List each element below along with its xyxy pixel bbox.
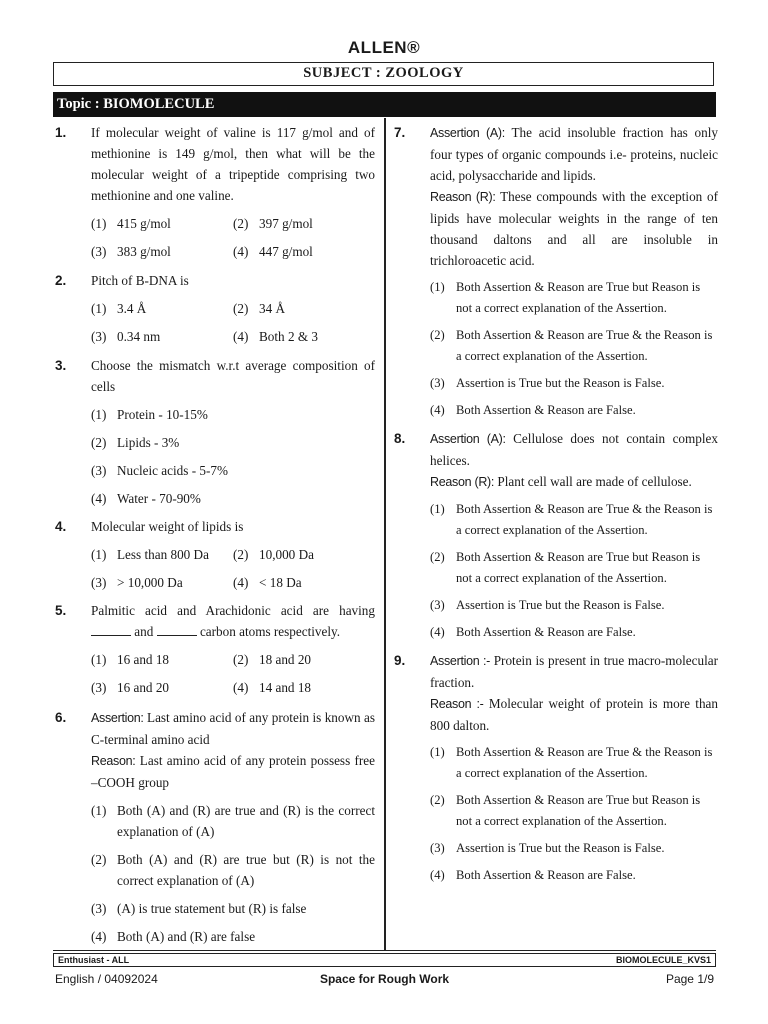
topic-banner: Topic : BIOMOLECULE — [53, 92, 716, 117]
question-4 — [55, 516, 375, 593]
assertion-label: Assertion :- — [430, 654, 491, 668]
column-divider — [384, 118, 386, 950]
question-text: Palmitic acid and Arachidonic acid are having and carbon atoms respectively. — [91, 603, 375, 639]
assertion-label: Assertion: — [91, 711, 144, 725]
option[interactable]: (3) Assertion is True but the Reason is False. — [430, 841, 665, 855]
reason-label: Reason (R): — [430, 475, 495, 489]
options — [91, 213, 375, 262]
question-number: 6. — [55, 710, 67, 725]
question-6 — [55, 707, 375, 947]
assertion-label: Assertion (A): — [430, 432, 506, 446]
options — [91, 544, 375, 593]
question-number: 2. — [55, 273, 67, 288]
question-number: 7. — [394, 125, 406, 140]
left-column — [55, 122, 375, 947]
option[interactable]: (4) Both 2 & 3 — [233, 329, 318, 344]
options — [91, 649, 375, 698]
question-number: 1. — [55, 125, 67, 140]
question-text: Pitch of B-DNA is — [91, 273, 189, 288]
reason-text: Reason :- Molecular weight of protein is more than 800 dalton. — [430, 696, 719, 733]
option[interactable]: (2) Lipids - 3% — [91, 435, 180, 450]
option[interactable]: (2) Both (A) and (R) are true but (R) is not the correct explanation of (A) — [91, 852, 375, 888]
option[interactable]: (2) 397 g/mol — [233, 216, 313, 231]
reason-text: Reason (R): These compounds with the exception of lipids have molecular weights in the range of ten thousand daltons and all are insoluble in trichloroacetic acid. — [430, 189, 718, 268]
option[interactable]: (2) Both Assertion & Reason are True & the Reason is a correct explanation of the Assertion. — [430, 328, 713, 363]
option[interactable]: (3) Assertion is True but the Reason is False. — [430, 376, 665, 390]
assertion-text: Assertion: Last amino acid of any protein is known as C-terminal amino acid — [91, 710, 375, 747]
option[interactable]: (1) Both Assertion & Reason are True & the Reason is a correct explanation of the Assertion. — [430, 745, 713, 780]
option[interactable]: (3) Nucleic acids - 5-7% — [91, 463, 228, 478]
option[interactable]: (2) 34 Å — [233, 301, 286, 316]
option[interactable]: (1) Less than 800 Da — [91, 547, 209, 562]
question-5 — [55, 600, 375, 698]
assertion-text: Assertion :- Protein is present in true macro-molecular fraction. — [430, 653, 718, 690]
option[interactable]: (2) 10,000 Da — [233, 547, 314, 562]
reason-text: Reason: Last amino acid of any protein possess free –COOH group — [91, 753, 375, 790]
reason-label: Reason :- — [430, 697, 484, 711]
language-date: English / 04092024 — [55, 972, 158, 986]
option[interactable]: (1) 16 and 18 — [91, 652, 170, 667]
reason-label: Reason: — [91, 754, 136, 768]
option[interactable]: (2) Both Assertion & Reason are True but Reason is not a correct explanation of the Assertion. — [430, 550, 701, 585]
fill-blank — [157, 623, 197, 636]
option[interactable]: (1) 415 g/mol — [91, 216, 171, 231]
question-number: 8. — [394, 431, 406, 446]
options — [430, 742, 718, 886]
options — [430, 277, 718, 421]
option[interactable]: (3) > 10,000 Da — [91, 575, 183, 590]
options — [430, 499, 718, 643]
option[interactable]: (3) 383 g/mol — [91, 244, 171, 259]
options — [91, 404, 375, 509]
right-column — [394, 122, 718, 886]
question-text: Choose the mismatch w.r.t average composition of cells — [91, 358, 375, 394]
footer-rule — [53, 950, 716, 951]
option[interactable]: (1) Protein - 10-15% — [91, 407, 208, 422]
brand-logo: ALLEN® — [347, 38, 421, 57]
option[interactable]: (1) 3.4 Å — [91, 301, 147, 316]
option[interactable]: (1) Both (A) and (R) are true and (R) is the correct explanation of (A) — [91, 803, 375, 839]
question-8 — [394, 428, 718, 643]
paper-code: BIOMOLECULE_KVS1 — [615, 955, 711, 965]
footer-bar — [53, 953, 716, 967]
option[interactable]: (4) 14 and 18 — [233, 680, 312, 695]
question-text: If molecular weight of valine is 117 g/mol and of methionine is 149 g/mol, then what will be the molecular weight of a tripeptide comprising two methionine and one valine. — [91, 125, 375, 203]
option[interactable]: (3) 16 and 20 — [91, 680, 170, 695]
question-number: 9. — [394, 653, 406, 668]
assertion-text: Assertion (A): Cellulose does not contain complex helices. — [430, 431, 718, 468]
option[interactable]: (4) Water - 70-90% — [91, 491, 201, 506]
batch-label: Enthusiast - ALL — [58, 955, 130, 965]
option[interactable]: (4) Both (A) and (R) are false — [91, 929, 256, 944]
page-number: Page 1/9 — [665, 972, 714, 986]
question-9 — [394, 650, 718, 886]
option[interactable]: (1) Both Assertion & Reason are True & the Reason is a correct explanation of the Assertion. — [430, 502, 713, 537]
question-number: 3. — [55, 358, 67, 373]
option[interactable]: (4) < 18 Da — [233, 575, 302, 590]
question-number: 5. — [55, 603, 67, 618]
question-number: 4. — [55, 519, 67, 534]
question-text: Molecular weight of lipids is — [91, 519, 244, 534]
options — [91, 298, 375, 347]
option[interactable]: (3) Assertion is True but the Reason is False. — [430, 598, 665, 612]
question-1 — [55, 122, 375, 262]
question-3 — [55, 355, 375, 509]
option[interactable]: (4) 447 g/mol — [233, 244, 313, 259]
options — [91, 800, 375, 947]
question-7 — [394, 122, 718, 421]
option[interactable]: (4) Both Assertion & Reason are False. — [430, 625, 636, 639]
option[interactable]: (1) Both Assertion & Reason are True but Reason is not a correct explanation of the Assertion. — [430, 280, 701, 315]
reason-label: Reason (R): — [430, 190, 496, 204]
question-2 — [55, 270, 375, 347]
option[interactable]: (4) Both Assertion & Reason are False. — [430, 403, 636, 417]
option[interactable]: (2) 18 and 20 — [233, 652, 312, 667]
assertion-label: Assertion (A): — [430, 126, 505, 140]
assertion-text: Assertion (A): The acid insoluble fraction has only four types of organic compounds i.e- proteins, nucleic acid, polysaccharide and lipids. — [430, 125, 718, 183]
rough-work-label: Space for Rough Work — [319, 972, 450, 986]
option[interactable]: (3) (A) is true statement but (R) is false — [91, 901, 307, 916]
option[interactable]: (3) 0.34 nm — [91, 329, 161, 344]
fill-blank — [91, 623, 131, 636]
option[interactable]: (4) Both Assertion & Reason are False. — [430, 868, 636, 882]
subject-banner: SUBJECT : ZOOLOGY — [53, 62, 714, 86]
reason-text: Reason (R): Plant cell wall are made of cellulose. — [430, 474, 692, 489]
option[interactable]: (2) Both Assertion & Reason are True but Reason is not a correct explanation of the Assertion. — [430, 793, 701, 828]
